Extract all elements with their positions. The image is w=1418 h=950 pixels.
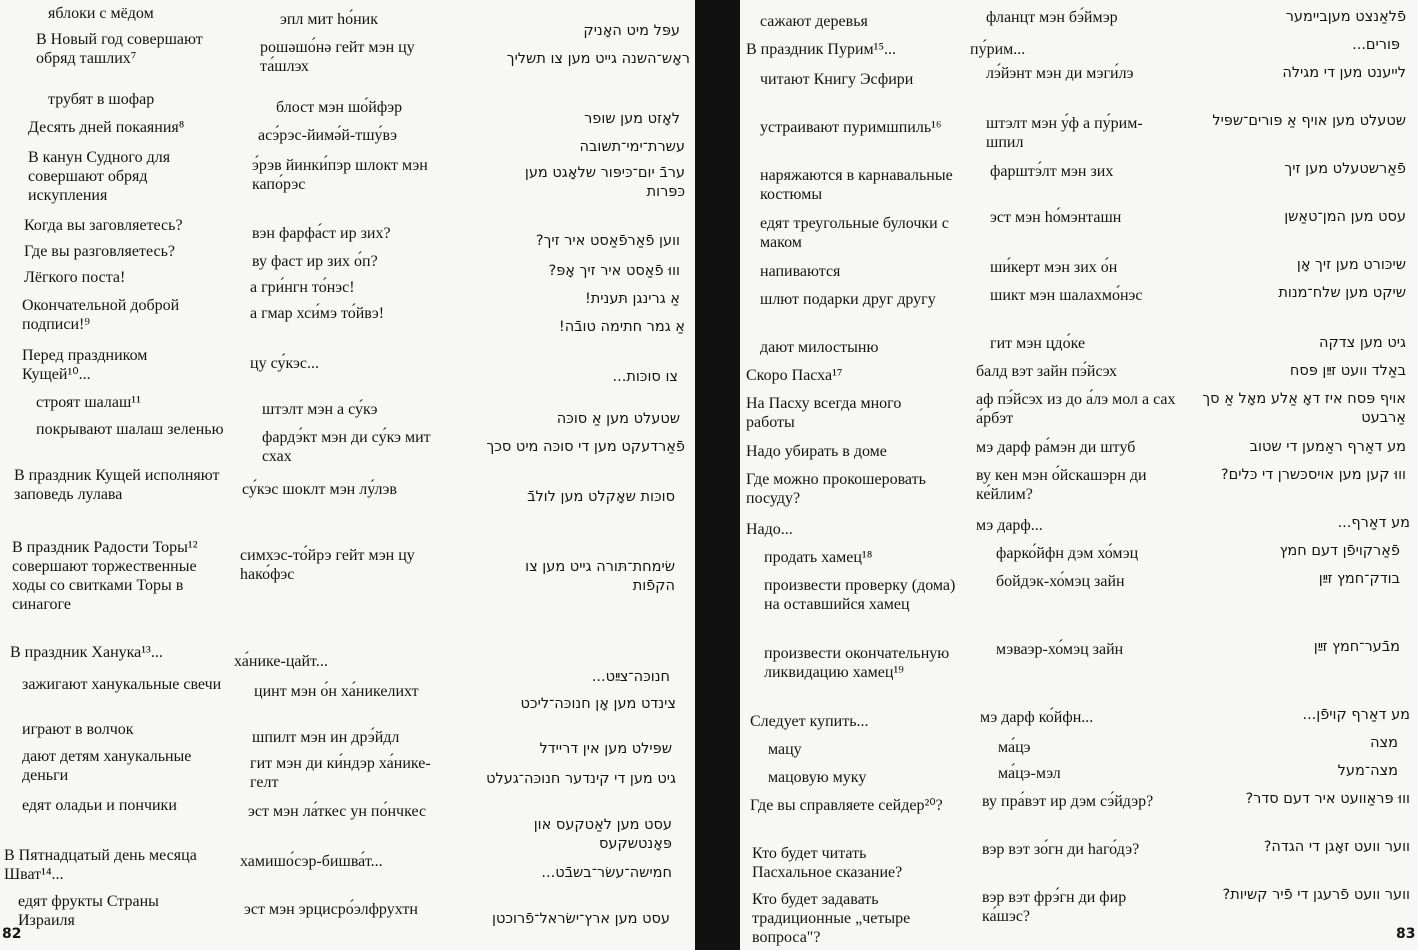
ru-cell: Когда вы заговляетесь? xyxy=(24,217,183,234)
yiddish-cell: עסט מען ארץ־ישׂראל־פֿרוכטן xyxy=(492,911,670,927)
translit-cell: а гмар хси́мэ то́йвэ! xyxy=(250,305,385,322)
yiddish-cell: עסט מען המן־טאַשן xyxy=(1284,209,1406,225)
yiddish-cell: בודק־חמץ זײַן xyxy=(1318,571,1400,587)
ru-cell: В праздник Кущей исполняют заповедь лулава xyxy=(14,467,220,503)
translit-cell: шпилт мэн ин дрэ́йдл xyxy=(252,729,400,746)
ru-cell: едят оладьи и пончики xyxy=(22,797,177,814)
yiddish-cell: וווּ פּראַוועט איר דעם סדר? xyxy=(1245,791,1410,807)
translit-cell: вэн фарфа́ст ир зих? xyxy=(252,225,391,242)
ru-cell: Перед праздником Кущей¹⁰... xyxy=(22,347,148,383)
translit-cell: гит мэн цдо́ке xyxy=(990,335,1086,352)
translit-cell: мэ дарф... xyxy=(976,517,1043,534)
yiddish-cell: שטעלט מען אַ סוכּה xyxy=(556,411,680,427)
ru-cell: На Пасху всегда много работы xyxy=(746,395,902,431)
book-spine xyxy=(695,0,740,950)
yiddish-cell: באַלד וועט זײַן פּסח xyxy=(1289,363,1406,379)
translit-cell: рошәшо́нә гейт мэн цу та́шлэх xyxy=(260,39,415,75)
yiddish-cell: אַ גרינגן תּענית! xyxy=(584,291,680,307)
yiddish-cell: פֿאַרקויפֿן דעם חמץ xyxy=(1279,543,1400,559)
yiddish-cell: צו סוכּות... xyxy=(612,369,678,385)
translit-cell: цинт мэн о́н ха́никелихт xyxy=(254,683,419,700)
translit-cell: ву кен мэн о́йскашэрн ди ке́йлим? xyxy=(976,467,1147,503)
translit-cell: эпл мит һо́ник xyxy=(280,11,378,28)
ru-cell: играют в волчок xyxy=(22,721,134,738)
translit-cell: гит мэн ди ки́ндэр ха́нике-гелт xyxy=(250,755,431,791)
translit-cell: штэлт мэн а су́кэ xyxy=(262,401,378,418)
yiddish-cell: ווען פֿאַרפֿאַסט איר זיך? xyxy=(535,233,680,249)
translit-cell: ма́цэ-мэл xyxy=(998,765,1061,782)
yiddish-cell: שטעלט מען אויף אַ פּורים־שפּיל xyxy=(1212,113,1406,129)
ru-cell: Где можно прокошеровать посуду? xyxy=(746,471,926,507)
ru-cell: Кто будет читать Пасхальное сказание? xyxy=(752,845,903,881)
ru-cell: мацу xyxy=(768,741,802,758)
yiddish-cell: ווער וועט זאָגן די הגדה? xyxy=(1263,839,1410,855)
translit-cell: фарко́йфн дэм хо́мэц xyxy=(996,545,1139,562)
translit-cell: фарштэ́лт мэн зих xyxy=(990,163,1114,180)
ru-cell: Где вы справляете сейдер²⁰? xyxy=(750,797,943,814)
yiddish-cell: מע דאַרף ראַמען די שטוב xyxy=(1249,439,1406,455)
yiddish-cell: לייענט מען די מגילה xyxy=(1282,65,1406,81)
yiddish-cell: עשרת־ימי־תשובה xyxy=(579,139,685,155)
translit-cell: фардэ́кт мэн ди су́кэ мит схах xyxy=(262,429,431,465)
translit-cell: вэр вэт зо́гн ди һаго́дэ? xyxy=(982,841,1140,858)
ru-cell: Кто будет задавать традиционные „четыре вопроса"? xyxy=(752,891,911,946)
ru-cell: В праздник Ханука¹³... xyxy=(10,644,163,661)
translit-cell: хамишо́сэр-бишва́т... xyxy=(240,853,383,870)
yiddish-cell: וווּ קען מען אויסכּשרן די כּלים? xyxy=(1220,467,1406,483)
ru-cell: Скоро Пасха¹⁷ xyxy=(746,367,843,384)
translit-cell: а гри́нгн то́нэс! xyxy=(250,279,355,296)
yiddish-cell: גיט מען צדקה xyxy=(1319,335,1406,351)
translit-cell: штэлт мэн у́ф а пу́рим-шпил xyxy=(986,115,1143,151)
ru-cell: Надо убирать в доме xyxy=(746,443,887,460)
yiddish-cell: שׂימחת־תּורה גייט מען צו הקפֿות xyxy=(525,559,675,594)
ru-cell: устраивают пуримшпиль¹⁶ xyxy=(760,119,942,136)
translit-cell: су́кэс шоклт мэн лу́лэв xyxy=(242,481,397,498)
yiddish-cell: עסט מען לאַטקעס און פּאָנטשקעס xyxy=(533,817,672,852)
ru-cell: В канун Судного для совершают обряд искупления xyxy=(28,149,171,204)
translit-cell: ву пра́вэт ир дэм сэ́йдэр? xyxy=(982,793,1154,810)
translit-cell: ма́цэ xyxy=(998,739,1031,756)
ru-cell: В праздник Пурим¹⁵... xyxy=(746,41,897,58)
yiddish-cell: אַ גמר חתימה טובֿה! xyxy=(558,319,685,335)
translit-cell: бойдэк-хо́мэц зайн xyxy=(996,573,1125,590)
ru-cell: читают Книгу Эсфири xyxy=(760,71,914,88)
translit-cell: эст мэн ла́ткес ун по́нчкес xyxy=(248,803,427,820)
translit-cell: э́рэв йинки́пэр шлокт мэн капо́рэс xyxy=(252,157,428,193)
yiddish-cell: פּורים... xyxy=(1352,37,1400,53)
ru-cell: сажают деревья xyxy=(760,13,868,30)
ru-cell: напиваются xyxy=(760,263,841,280)
ru-cell: Следует купить... xyxy=(750,713,869,730)
yiddish-cell: אויף פּסח איז דאָ אַלע מאָל אַ סך אַרבעט xyxy=(1202,391,1406,426)
ru-cell: зажигают ханукальные свечи xyxy=(22,676,222,693)
ru-cell: произвести проверку (дома) на оставшийся хамец xyxy=(764,577,956,613)
ru-cell: В Новый год совершают обряд ташлих⁷ xyxy=(36,31,203,67)
translit-cell: фланцт мэн бэ́ймэр xyxy=(986,9,1118,26)
translit-cell: симхэс-то́йрэ гейт мэн цу һако́фэс xyxy=(240,547,415,583)
yiddish-cell: ראָש־השנה גייט מען צו תשליך xyxy=(506,51,690,67)
ru-cell: яблоки с мёдом xyxy=(48,5,154,22)
ru-cell: В праздник Радости Торы¹² совершают торжественные ходы со свитками Торы в синагоге xyxy=(12,539,198,613)
yiddish-cell: חנוכּה־צײַט... xyxy=(591,669,670,685)
translit-cell: ши́керт мэн зих о́н xyxy=(990,259,1118,276)
yiddish-cell: מצה־מעל xyxy=(1337,763,1398,779)
ru-cell: Где вы разговляетесь? xyxy=(24,243,175,260)
yiddish-cell: ערבֿ יום־כּיפּור שלאָגט מען כּפּרות xyxy=(524,165,685,200)
ru-cell: шлют подарки друг другу xyxy=(760,291,936,308)
translit-cell: пу́рим... xyxy=(970,41,1026,58)
yiddish-cell: מע דאַרף... xyxy=(1337,515,1410,531)
translit-cell: цу су́кэс... xyxy=(250,355,319,372)
translit-cell: ву фаст ир зих о́п? xyxy=(252,253,378,270)
ru-cell: трубят в шофар xyxy=(48,91,155,108)
yiddish-cell: חמישה־עשׂר־בשבֿט... xyxy=(541,865,672,881)
ru-cell: Лёгкого поста! xyxy=(24,269,126,286)
translit-cell: шикт мэн шалахмо́нэс xyxy=(990,287,1143,304)
yiddish-cell: שיכּורט מען זיך אָן xyxy=(1296,257,1406,273)
translit-cell: мэ дарф ра́мэн ди штуб xyxy=(976,439,1136,456)
translit-cell: аф пэ́йсэх из до а́лэ мол а сах а́рбэт xyxy=(976,391,1176,427)
translit-cell: эст мэн һо́мэнташн xyxy=(990,209,1122,226)
yiddish-cell: פֿלאַנצט מעןביימער xyxy=(1285,9,1406,25)
yiddish-cell: שפּילט מען אין דריידל xyxy=(539,741,672,757)
yiddish-cell: גיט מען די קינדער חנוכּה־געלט xyxy=(486,771,676,787)
yiddish-cell: פֿאַרשטעלט מען זיך xyxy=(1284,161,1406,177)
ru-cell: Надо... xyxy=(746,521,793,538)
translit-cell: балд вэт зайн пэ́йсэх xyxy=(976,363,1117,380)
translit-cell: эст мэн эрцисро́элфрухтн xyxy=(244,901,418,918)
translit-cell: блост мэн шо́йфэр xyxy=(276,99,403,116)
ru-cell: едят фрукты Страны Израиля xyxy=(18,893,159,929)
page-number-right: 83 xyxy=(1396,926,1416,942)
ru-cell: мацовую муку xyxy=(768,769,867,786)
yiddish-cell: וווּ פֿאַסט איר זיך אָפּ? xyxy=(548,263,680,279)
translit-cell: ха́нике-цайт... xyxy=(234,653,328,670)
ru-cell: произвести окончательную ликвидацию хамец¹⁹ xyxy=(764,645,950,681)
yiddish-cell: לאָזט מען שופר xyxy=(584,111,680,127)
ru-cell: В Пятнадцатый день месяца Шват¹⁴... xyxy=(4,847,197,883)
yiddish-cell: שיקט מען שלח־מנות xyxy=(1278,285,1406,301)
translit-cell: лэ́йэнт мэн ди мэги́лэ xyxy=(986,65,1134,82)
ru-cell: продать хамец¹⁸ xyxy=(764,549,873,566)
ru-cell: покрывают шалаш зеленью xyxy=(36,421,224,438)
yiddish-cell: מע דאַרף קויפֿן... xyxy=(1302,707,1410,723)
ru-cell: дают детям ханукальные деньги xyxy=(22,748,192,784)
yiddish-cell: עפּל מיט האָניק xyxy=(583,23,680,39)
ru-cell: Окончательной доброй подписи!⁹ xyxy=(22,297,180,333)
yiddish-cell: צינדט מען אָן חנוכּה־ליכט xyxy=(520,696,676,712)
yiddish-cell: ווער וועט פֿרעגן די פֿיר קשיות? xyxy=(1222,887,1410,903)
translit-cell: асэ́рэс-йимә́й-тшу́вэ xyxy=(258,127,397,144)
ru-cell: наряжаются в карнавальные костюмы xyxy=(760,167,953,203)
yiddish-cell: מבֿער־חמץ זײַן xyxy=(1313,639,1400,655)
ru-cell: Десять дней покаяния⁸ xyxy=(28,119,185,136)
translit-cell: мэваэр-хо́мэц зайн xyxy=(996,641,1124,658)
ru-cell: строят шалаш¹¹ xyxy=(36,394,141,411)
page-number-left: 82 xyxy=(2,926,22,942)
translit-cell: мэ дарф ко́йфн... xyxy=(980,709,1094,726)
translit-cell: вэр вэт фрэ́гн ди фир ка́шэс? xyxy=(982,889,1127,925)
yiddish-cell: סוכּות שאָקלט מען לולבֿ xyxy=(527,489,675,505)
yiddish-cell: פֿאַרדעקט מען די סוכּה מיט סכך xyxy=(486,439,685,455)
ru-cell: дают милостыню xyxy=(760,339,879,356)
ru-cell: едят треугольные булочки с маком xyxy=(760,215,949,251)
yiddish-cell: מצה xyxy=(1370,735,1398,751)
